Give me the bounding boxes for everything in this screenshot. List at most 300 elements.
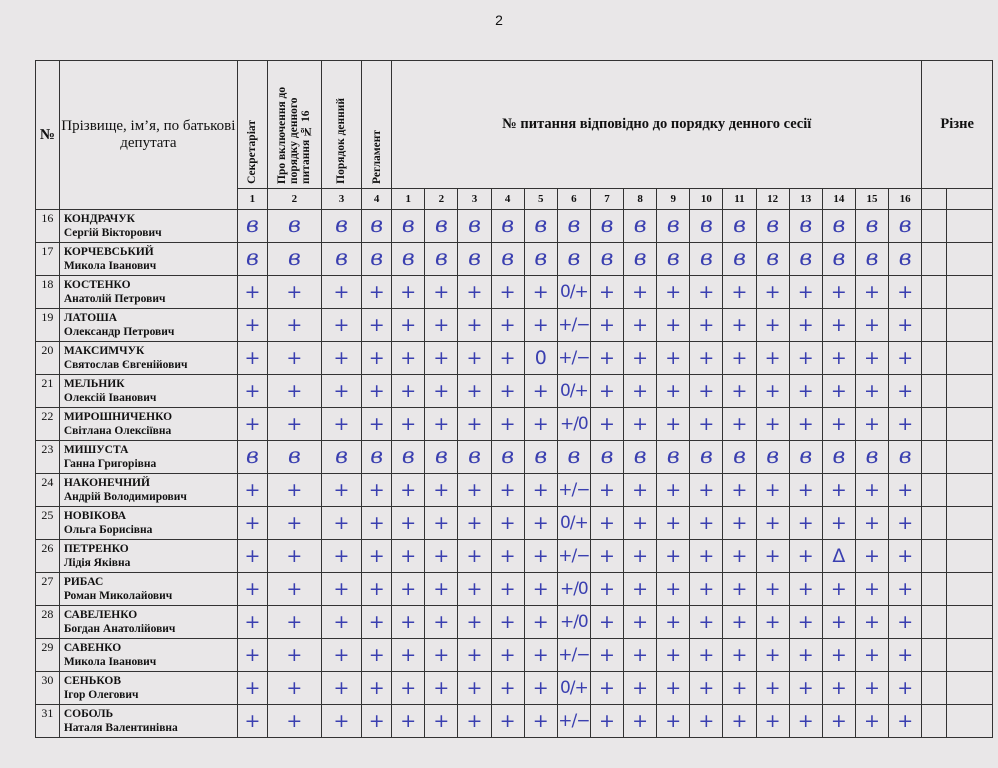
deputy-surname: НАКОНЕЧНИЙ [63,477,150,489]
vote-mark: + [524,639,557,672]
vote-mark: + [855,705,888,738]
vote-mark: + [756,606,789,639]
vote-mark: + [690,276,723,309]
vote-mark: + [267,408,321,441]
table-row [36,606,993,639]
deputy-given-names: Анатолій Петрович [63,293,166,305]
rizne-cell [922,507,947,540]
vote-mark: + [362,342,392,375]
vote-mark: + [690,606,723,639]
vote-mark: +/0 [557,606,590,639]
row-number: 25 [36,507,60,540]
table-row [36,309,993,342]
vote-mark: + [822,276,855,309]
vote-mark: + [237,276,267,309]
vote-mark: + [756,672,789,705]
column-number: 9 [657,189,690,210]
column-number: 1 [237,189,267,210]
deputy-surname: КОНДРАЧУК [63,213,135,225]
deputy-name [59,408,237,441]
vote-mark: + [425,639,458,672]
vote-mark: + [756,276,789,309]
vote-mark: + [855,606,888,639]
vote-mark: + [657,276,690,309]
row-number: 22 [36,408,60,441]
rizne-cell [922,309,947,342]
vote-mark: в [624,441,657,474]
vote-mark: + [590,408,623,441]
vote-mark: + [237,408,267,441]
vote-mark: + [889,507,922,540]
vote-mark: в [789,243,822,276]
vote-mark: + [458,606,491,639]
vote-mark: + [491,705,524,738]
vote-mark: + [267,276,321,309]
vote-mark: в [756,441,789,474]
vote-mark: в [524,210,557,243]
vote-mark: в [524,441,557,474]
column-number: 3 [458,189,491,210]
vote-mark: + [590,474,623,507]
vote-mark: + [321,375,361,408]
rizne-cell [922,342,947,375]
vote-mark: в [789,210,822,243]
vote-mark: + [491,507,524,540]
vote-mark: + [690,507,723,540]
vote-mark: + [321,705,361,738]
vote-mark: + [723,342,756,375]
rizne-cell [922,474,947,507]
deputy-name [59,342,237,375]
vote-mark: + [789,705,822,738]
vote-mark: в [267,210,321,243]
vote-mark: + [624,408,657,441]
vote-mark: + [822,408,855,441]
vote-mark: + [362,540,392,573]
header-deputy-name: Прізвище, ім’я, по батькові депутата [59,61,237,210]
vote-mark: + [723,705,756,738]
deputy-surname: МАКСИМЧУК [63,345,145,357]
vote-mark: в [267,243,321,276]
vote-mark: + [267,474,321,507]
vote-mark: в [822,441,855,474]
rizne-cell [947,507,993,540]
vote-mark: в [491,243,524,276]
vote-mark: + [855,540,888,573]
vote-mark: в [889,243,922,276]
vote-mark: + [690,540,723,573]
vote-mark: + [491,639,524,672]
vote-mark: + [690,639,723,672]
vote-mark: + [237,342,267,375]
rizne-cell [947,441,993,474]
deputy-given-names: Святослав Євгенійович [63,359,188,371]
table-row [36,408,993,441]
vote-mark: в [237,210,267,243]
vote-mark: + [321,639,361,672]
vote-mark: 0/+ [557,276,590,309]
deputy-given-names: Ольга Борисівна [63,524,153,536]
vote-mark: + [690,573,723,606]
vote-mark: в [267,441,321,474]
vote-mark: + [362,606,392,639]
vote-mark: + [855,639,888,672]
vote-mark: + [590,342,623,375]
vote-mark: в [557,243,590,276]
rizne-cell [922,408,947,441]
vote-mark: в [889,441,922,474]
vote-mark: + [524,540,557,573]
vote-mark: в [855,210,888,243]
vote-mark: + [237,540,267,573]
rizne-cell [947,705,993,738]
vote-mark: + [458,375,491,408]
deputy-given-names: Роман Миколайович [63,590,173,602]
vote-mark: + [425,342,458,375]
vote-mark: + [321,606,361,639]
vote-mark: + [723,276,756,309]
vote-mark: + [756,309,789,342]
vote-mark: в [690,210,723,243]
vote-mark: в [789,441,822,474]
deputy-given-names: Богдан Анатолійович [63,623,176,635]
rizne-cell [922,573,947,606]
table-row [36,342,993,375]
deputy-name [59,375,237,408]
column-number: 2 [267,189,321,210]
vote-mark: в [362,441,392,474]
vote-mark: + [855,573,888,606]
rizne-cell [947,573,993,606]
deputy-surname: МИШУСТА [63,444,129,456]
vote-mark: + [267,342,321,375]
vote-mark: Δ [822,540,855,573]
deputy-given-names: Наталя Валентинівна [63,722,178,734]
vote-mark: + [392,540,425,573]
vote-mark: + [624,606,657,639]
rizne-cell [922,243,947,276]
vote-mark: +/− [557,639,590,672]
vote-mark: + [425,375,458,408]
vote-mark: + [524,309,557,342]
vote-mark: + [458,540,491,573]
vote-mark: +/− [557,309,590,342]
vote-mark: + [789,639,822,672]
vote-mark: + [491,540,524,573]
table-row [36,507,993,540]
vote-mark: + [425,276,458,309]
column-number: 11 [723,189,756,210]
vote-mark: + [822,672,855,705]
vote-mark: в [590,210,623,243]
vote-mark: + [458,276,491,309]
vote-mark: + [822,507,855,540]
column-number-rizne [947,189,993,210]
vote-mark: + [789,606,822,639]
deputy-given-names: Олександр Петрович [63,326,175,338]
vote-mark: + [690,705,723,738]
page-number: 2 [495,12,503,28]
vote-mark: + [321,672,361,705]
deputy-given-names: Сергій Вікторович [63,227,162,239]
vote-mark: + [789,408,822,441]
vote-mark: в [690,441,723,474]
rizne-cell [947,276,993,309]
vote-mark: + [458,309,491,342]
header-number: № [36,61,60,210]
vote-mark: + [590,507,623,540]
vote-mark: + [624,540,657,573]
rizne-cell [922,375,947,408]
vote-mark: + [267,639,321,672]
row-number: 31 [36,705,60,738]
vote-mark: + [690,342,723,375]
vote-mark: + [425,573,458,606]
vote-mark: в [590,441,623,474]
rizne-cell [922,606,947,639]
vote-mark: + [458,639,491,672]
vote-mark: + [237,606,267,639]
rizne-cell [922,705,947,738]
vote-mark: + [362,375,392,408]
vote-mark: + [822,375,855,408]
rizne-cell [947,342,993,375]
vote-mark: + [392,606,425,639]
vote-mark: + [491,342,524,375]
deputy-name [59,573,237,606]
vote-mark: + [524,705,557,738]
vote-mark: +/− [557,540,590,573]
vote-mark: в [321,210,361,243]
vote-mark: + [756,705,789,738]
vote-mark: + [590,639,623,672]
deputy-surname: САВЕЛЕНКО [63,609,138,621]
deputy-surname: МЕЛЬНИК [63,378,125,390]
rizne-cell [922,639,947,672]
vote-mark: + [789,672,822,705]
deputy-name [59,639,237,672]
vote-mark: + [425,309,458,342]
rizne-cell [947,210,993,243]
vote-mark: + [889,474,922,507]
vote-mark: + [889,540,922,573]
deputy-name [59,309,237,342]
vote-mark: + [889,342,922,375]
rizne-cell [947,672,993,705]
vote-mark: + [889,705,922,738]
column-number: 2 [425,189,458,210]
vote-mark: + [723,408,756,441]
vote-mark: 0/+ [557,375,590,408]
table-row [36,573,993,606]
deputy-given-names: Ганна Григорівна [63,458,157,470]
vote-mark: + [855,408,888,441]
row-number: 23 [36,441,60,474]
rizne-cell [922,276,947,309]
vote-mark: + [789,573,822,606]
deputy-name [59,705,237,738]
vote-mark: + [237,507,267,540]
vote-mark: + [690,375,723,408]
table-row [36,375,993,408]
vote-mark: + [321,309,361,342]
vote-mark: + [392,507,425,540]
rizne-cell [922,672,947,705]
vote-mark: + [237,705,267,738]
vote-mark: + [267,606,321,639]
vote-mark: в [557,441,590,474]
vote-mark: + [267,672,321,705]
vote-mark: в [855,243,888,276]
vote-mark: + [624,507,657,540]
vote-mark: + [425,672,458,705]
vote-mark: + [624,342,657,375]
vote-mark: + [822,474,855,507]
vote-mark: + [237,672,267,705]
vote-mark: в [392,441,425,474]
row-number: 17 [36,243,60,276]
vote-mark: в [458,210,491,243]
table-row [36,210,993,243]
vote-mark: + [690,309,723,342]
vote-mark: +/0 [557,408,590,441]
vote-mark: + [657,540,690,573]
header-regulations: Регламент [362,61,392,189]
deputy-name [59,441,237,474]
header-secretariat: Секретаріат [237,61,267,189]
vote-mark: + [657,507,690,540]
deputy-surname: КОРЧЕВСЬКИЙ [63,246,154,258]
deputy-surname: КОСТЕНКО [63,279,131,291]
column-number: 15 [855,189,888,210]
vote-mark: + [789,342,822,375]
vote-mark: в [491,441,524,474]
deputy-name [59,606,237,639]
row-number: 27 [36,573,60,606]
vote-mark: + [321,540,361,573]
vote-mark: в [624,210,657,243]
vote-mark: + [491,309,524,342]
header-agenda-items: № питання відповідно до порядку денного сесії [392,61,922,189]
vote-mark: + [822,705,855,738]
vote-mark: + [321,408,361,441]
vote-mark: + [362,408,392,441]
vote-mark: + [392,474,425,507]
vote-mark: + [855,474,888,507]
vote-mark: + [789,375,822,408]
vote-mark: + [590,573,623,606]
vote-mark: + [362,573,392,606]
column-number: 3 [321,189,361,210]
vote-mark: + [491,672,524,705]
vote-mark: в [458,441,491,474]
deputy-surname: МИРОШНИЧЕНКО [63,411,173,423]
row-number: 29 [36,639,60,672]
vote-mark: + [237,309,267,342]
vote-mark: + [723,375,756,408]
header-rizne: Різне [922,61,993,189]
vote-mark: + [237,639,267,672]
vote-mark: + [756,375,789,408]
deputy-name [59,507,237,540]
vote-mark: + [756,540,789,573]
column-number-rizne [922,189,947,210]
vote-mark: + [723,606,756,639]
vote-mark: + [624,705,657,738]
table-row [36,276,993,309]
vote-mark: + [590,705,623,738]
table-row [36,243,993,276]
vote-mark: + [889,606,922,639]
vote-mark: в [590,243,623,276]
vote-mark: + [392,408,425,441]
vote-mark: + [756,474,789,507]
deputy-surname: СОБОЛЬ [63,708,114,720]
vote-mark: + [590,309,623,342]
vote-mark: + [756,408,789,441]
deputy-name [59,210,237,243]
vote-mark: + [362,705,392,738]
column-number: 1 [392,189,425,210]
vote-mark: + [237,375,267,408]
vote-mark: + [524,408,557,441]
vote-mark: + [657,375,690,408]
deputy-given-names: Лідія Яківна [63,557,131,569]
vote-mark: + [789,540,822,573]
deputy-surname: ЛАТОША [63,312,118,324]
vote-mark: + [889,639,922,672]
deputy-surname: РИБАС [63,576,104,588]
row-number: 21 [36,375,60,408]
vote-mark: + [657,606,690,639]
column-number: 4 [362,189,392,210]
vote-mark: + [624,474,657,507]
deputy-given-names: Микола Іванович [63,656,157,668]
vote-mark: + [657,342,690,375]
vote-mark: 0 [524,342,557,375]
table-row [36,705,993,738]
vote-mark: + [267,375,321,408]
column-number: 16 [889,189,922,210]
row-number: 18 [36,276,60,309]
vote-mark: + [822,639,855,672]
vote-mark: + [789,474,822,507]
vote-mark: + [392,573,425,606]
row-number: 16 [36,210,60,243]
vote-mark: +/− [557,474,590,507]
vote-mark: + [458,342,491,375]
table-row [36,672,993,705]
vote-mark: + [267,507,321,540]
row-number: 20 [36,342,60,375]
deputy-name [59,276,237,309]
vote-mark: + [491,408,524,441]
vote-mark: + [624,375,657,408]
vote-mark: + [267,309,321,342]
vote-mark: + [657,573,690,606]
vote-mark: + [267,573,321,606]
vote-mark: + [321,276,361,309]
vote-mark: в [822,243,855,276]
vote-mark: + [756,639,789,672]
vote-mark: + [590,375,623,408]
table-row [36,474,993,507]
rizne-cell [947,639,993,672]
deputy-surname: ПЕТРЕНКО [63,543,129,555]
vote-mark: + [392,375,425,408]
vote-mark: + [756,507,789,540]
vote-mark: + [524,573,557,606]
